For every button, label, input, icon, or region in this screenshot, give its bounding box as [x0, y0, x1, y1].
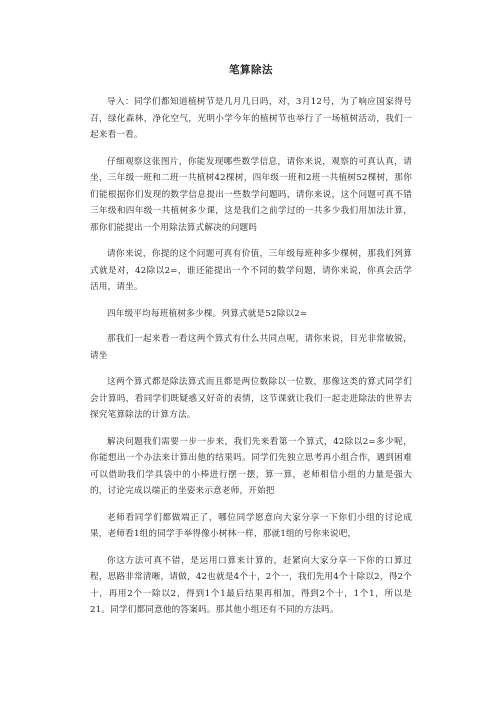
document-title: 笔算除法 — [229, 64, 273, 76]
paragraph-question: 请你来说，你提的这个问题可真有价值，三年级每班种多少棵树，那我们列算式就是对，42除以2=，谁还能提出一个不同的数学问题，请你来说，你真会活学活用，请坐。 — [90, 249, 412, 292]
paragraph-common: 那我们一起来看一看这两个算式有什么共同点呢，请你来说，目光非常敏锐，请坐 — [90, 334, 412, 361]
paragraph-explore: 这两个算式都是除法算式而且都是两位数除以一位数，那像这类的算式同学们会计算吗，看同学们既疑惑又好奇的表情，这节课就让我们一起走进除法的世界去探究笔算除法的计算方法。 — [90, 377, 412, 420]
paragraph-share: 老师看同学们都做端正了，哪位同学愿意向大家分享一下你们小组的讨论成果，老师看1组的同学手举得像小树林一样，那就1组的号你来说吧， — [90, 512, 412, 539]
paragraph-solve: 解决问题我们需要一步一步来，我们先来看第一个算式，42除以2=多少呢，你能想出一个办法来计算出他的结果吗。同学们先独立思考再小组合作，遇到困难可以借助我们学具袋中的小棒进行摆一摆，算一算，老师相信小组的力量是强大的，讨论完成以端正的坐姿来示意老师，开始把 — [90, 436, 412, 496]
paragraph-intro: 导入：同学们都知道植树节是几月几日吗，对，3月12号，为了响应国家得号召，绿化森林，净化空气，光明小学今年的植树节也举行了一场植树活动，我们一起来看一看。 — [90, 97, 412, 140]
paragraph-observe: 仔细观察这张图片，你能发现哪些数学信息，请你来说，观察的可真认真，请坐，三年级一班和二班一共植树42棵树，四年级一班和2班一共植树52棵树，那你们能根据你们发现的数学信息提出一些数学问题吗，请你来说，这个问题可真不错三年级和四年级一共植树多少课，这是我们之前学过的一共多少我们用加法计算，那你们能提出一个用除法算式解决的问题吗 — [90, 156, 412, 233]
paragraph-grade4: 四年级平均每班植树多少棵。列算式就是52除以2= — [107, 308, 308, 319]
paragraph-method: 你这方法可真不错，是运用口算来计算的，赶紧向大家分享一下你的口算过程，思路非常清晰，请做，42也就是4个十，2个一，我们先用4个十除以2，得2个十，再用2个一除以2，得到1个1最后结果再相加，得到2个十，1个1，所以是21。同学们都同意他的答案吗。那其他小组还有不同的方法吗。 — [90, 555, 412, 615]
